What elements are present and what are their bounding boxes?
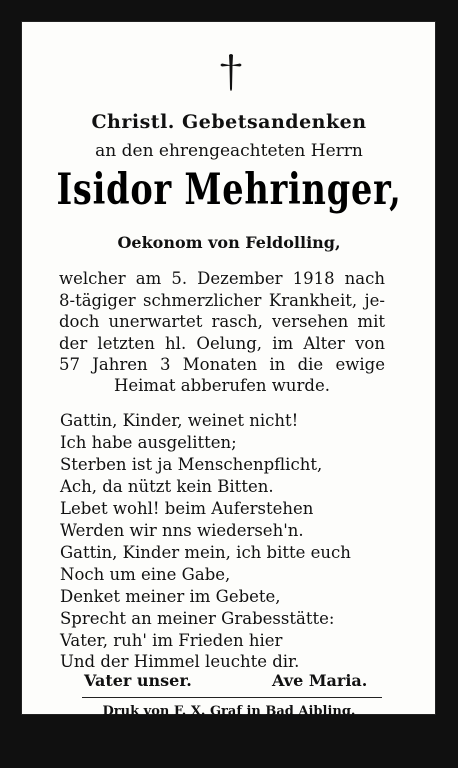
poem-line: Gattin, Kinder, weinet nicht!: [60, 411, 299, 430]
printer-imprint: Druk von F. X. Graf in Bad Aibling.: [102, 704, 356, 719]
occupation-line: Oekonom von Feldolling,: [117, 233, 341, 252]
body-line: 57 Jahren 3 Monaten in die ewige: [59, 355, 385, 374]
poem-line: Werden wir nns wiederseh'n.: [60, 521, 304, 540]
poem-line: Ach, da nützt kein Bitten.: [60, 477, 274, 496]
poem-line: Denket meiner im Gebete,: [60, 587, 281, 606]
body-line: der letzten hl. Oelung, im Alter von: [59, 334, 385, 353]
closing-prayer-left: Vater unser.: [84, 671, 192, 690]
card-heading: Christl. Gebetsandenken: [91, 111, 367, 133]
poem-line: Sterben ist ja Menschenpflicht,: [60, 455, 323, 474]
poem-line: Vater, ruh' im Frieden hier: [60, 631, 283, 650]
poem-line: Noch um eine Gabe,: [60, 565, 231, 584]
cross-icon: [219, 53, 243, 93]
poem-line: Sprecht an meiner Grabesstätte:: [60, 609, 335, 628]
divider-rule: [82, 697, 382, 698]
dedication-line: an den ehrengeachteten Herrn: [95, 141, 363, 161]
body-line: Heimat abberufen wurde.: [114, 376, 330, 395]
closing-prayer-right: Ave Maria.: [272, 671, 368, 690]
body-line: 8-tägiger schmerzlicher Krankheit, je-: [59, 291, 385, 310]
deceased-name: Isidor Mehringer,: [56, 165, 402, 215]
poem-line: Ich habe ausgelitten;: [60, 433, 237, 452]
poem-line: Gattin, Kinder mein, ich bitte euch: [60, 543, 351, 562]
poem-line: Lebet wohl! beim Auferstehen: [60, 499, 314, 518]
poem-line: Und der Himmel leuchte dir.: [60, 652, 300, 671]
body-line: doch unerwartet rasch, versehen mit: [59, 312, 385, 331]
body-line: welcher am 5. Dezember 1918 nach: [59, 269, 385, 288]
